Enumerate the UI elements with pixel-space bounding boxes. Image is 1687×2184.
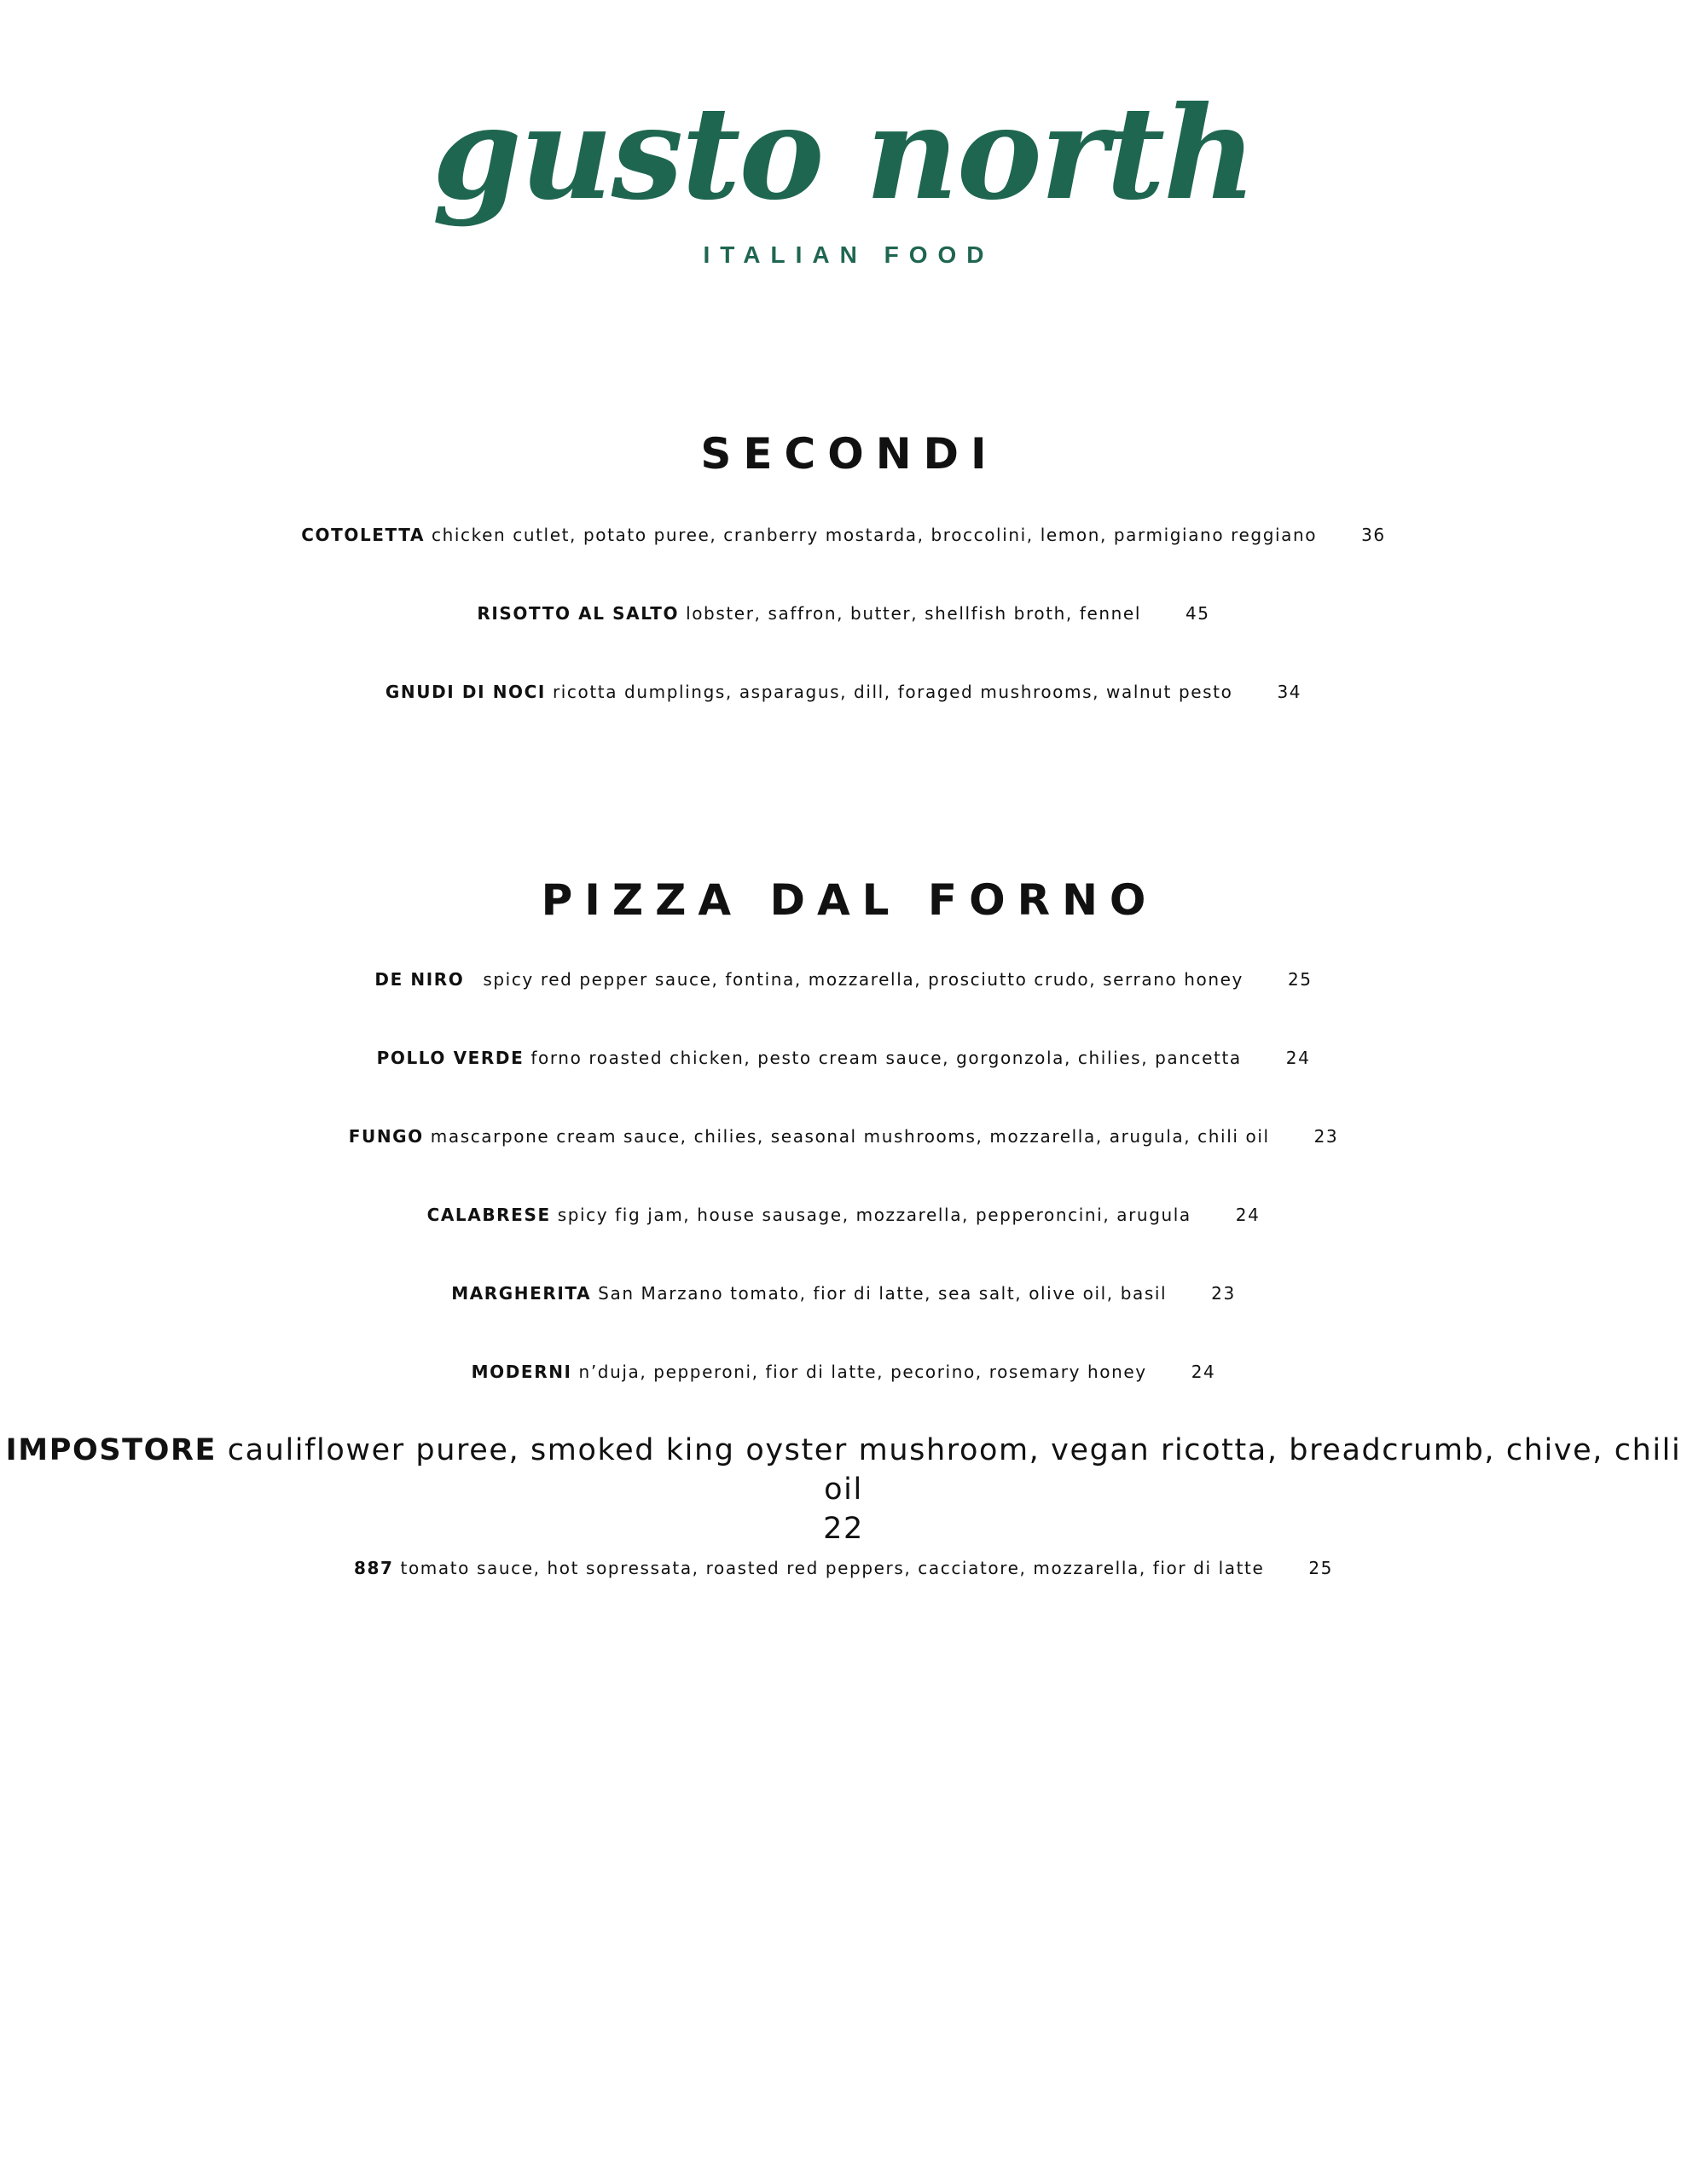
item-price: 25 xyxy=(1287,969,1313,990)
item-description: tomato sauce, hot sopressata, roasted red peppers, cacciatore, mozzarella, fior di latte xyxy=(400,1558,1265,1578)
item-name: DE NIRO xyxy=(374,969,465,990)
item-description: cauliflower puree, smoked king oyster mushroom, vegan ricotta, breadcrumb, chive, chili oil xyxy=(227,1433,1682,1507)
item-name: FUNGO xyxy=(348,1126,424,1147)
item-name: MARGHERITA xyxy=(451,1283,592,1304)
item-price: 24 xyxy=(1191,1362,1216,1382)
menu-item xyxy=(0,1548,1687,1588)
item-name: RISOTTO AL SALTO xyxy=(477,603,680,624)
item-description: chicken cutlet, potato puree, cranberry mostarda, broccolini, lemon, parmigiano reggiano xyxy=(432,525,1318,545)
item-description: spicy fig jam, house sausage, mozzarella, pepperoncini, arugula xyxy=(557,1205,1191,1225)
logo-tagline: ITALIAN FOOD xyxy=(703,241,994,268)
item-price: 23 xyxy=(1313,1126,1339,1147)
item-description: ricotta dumplings, asparagus, dill, foraged mushrooms, walnut pesto xyxy=(552,682,1233,702)
item-description: spicy red pepper sauce, fontina, mozzarella, prosciutto crudo, serrano honey xyxy=(483,969,1244,990)
menu-item xyxy=(0,1195,1687,1234)
item-description: mascarpone cream sauce, chilies, seasonal mushrooms, mozzarella, arugula, chili oil xyxy=(430,1126,1270,1147)
item-name: CALABRESE xyxy=(426,1205,551,1225)
menu-item xyxy=(0,1117,1687,1156)
menu-item xyxy=(0,672,1687,712)
menu-item xyxy=(0,1038,1687,1077)
item-price: 22 xyxy=(823,1512,864,1546)
menu-item xyxy=(0,515,1687,555)
item-price: 24 xyxy=(1235,1205,1261,1225)
item-price: 34 xyxy=(1277,682,1302,702)
item-description: lobster, saffron, butter, shellfish broth, fennel xyxy=(686,603,1141,624)
menu-item xyxy=(0,594,1687,633)
menu-item xyxy=(0,1274,1687,1313)
item-name: GNUDI DI NOCI xyxy=(385,682,546,702)
section-title-secondi: SECONDI xyxy=(700,429,999,479)
logo xyxy=(0,78,1687,269)
item-price: 24 xyxy=(1285,1048,1311,1068)
item-price: 25 xyxy=(1308,1558,1334,1578)
item-name: COTOLETTA xyxy=(301,525,426,545)
item-price: 36 xyxy=(1361,525,1386,545)
item-name: MODERNI xyxy=(471,1362,572,1382)
item-description: forno roasted chicken, pesto cream sauce, gorgonzola, chilies, pancetta xyxy=(530,1048,1242,1068)
item-description: San Marzano tomato, fior di latte, sea salt, olive oil, basil xyxy=(598,1283,1168,1304)
menu-item xyxy=(0,1352,1687,1391)
item-name: POLLO VERDE xyxy=(376,1048,525,1068)
item-name: IMPOSTORE xyxy=(5,1433,217,1467)
item-price: 45 xyxy=(1185,603,1210,624)
item-name: 887 xyxy=(353,1558,394,1578)
menu-item xyxy=(0,1431,1687,1548)
logo-wordmark: gusto north xyxy=(432,78,1255,229)
section-title-pizza: PIZZA DAL FORNO xyxy=(541,875,1158,925)
menu-item xyxy=(0,960,1687,999)
item-description: n’duja, pepperoni, fior di latte, pecorino, rosemary honey xyxy=(578,1362,1147,1382)
item-price: 23 xyxy=(1211,1283,1236,1304)
